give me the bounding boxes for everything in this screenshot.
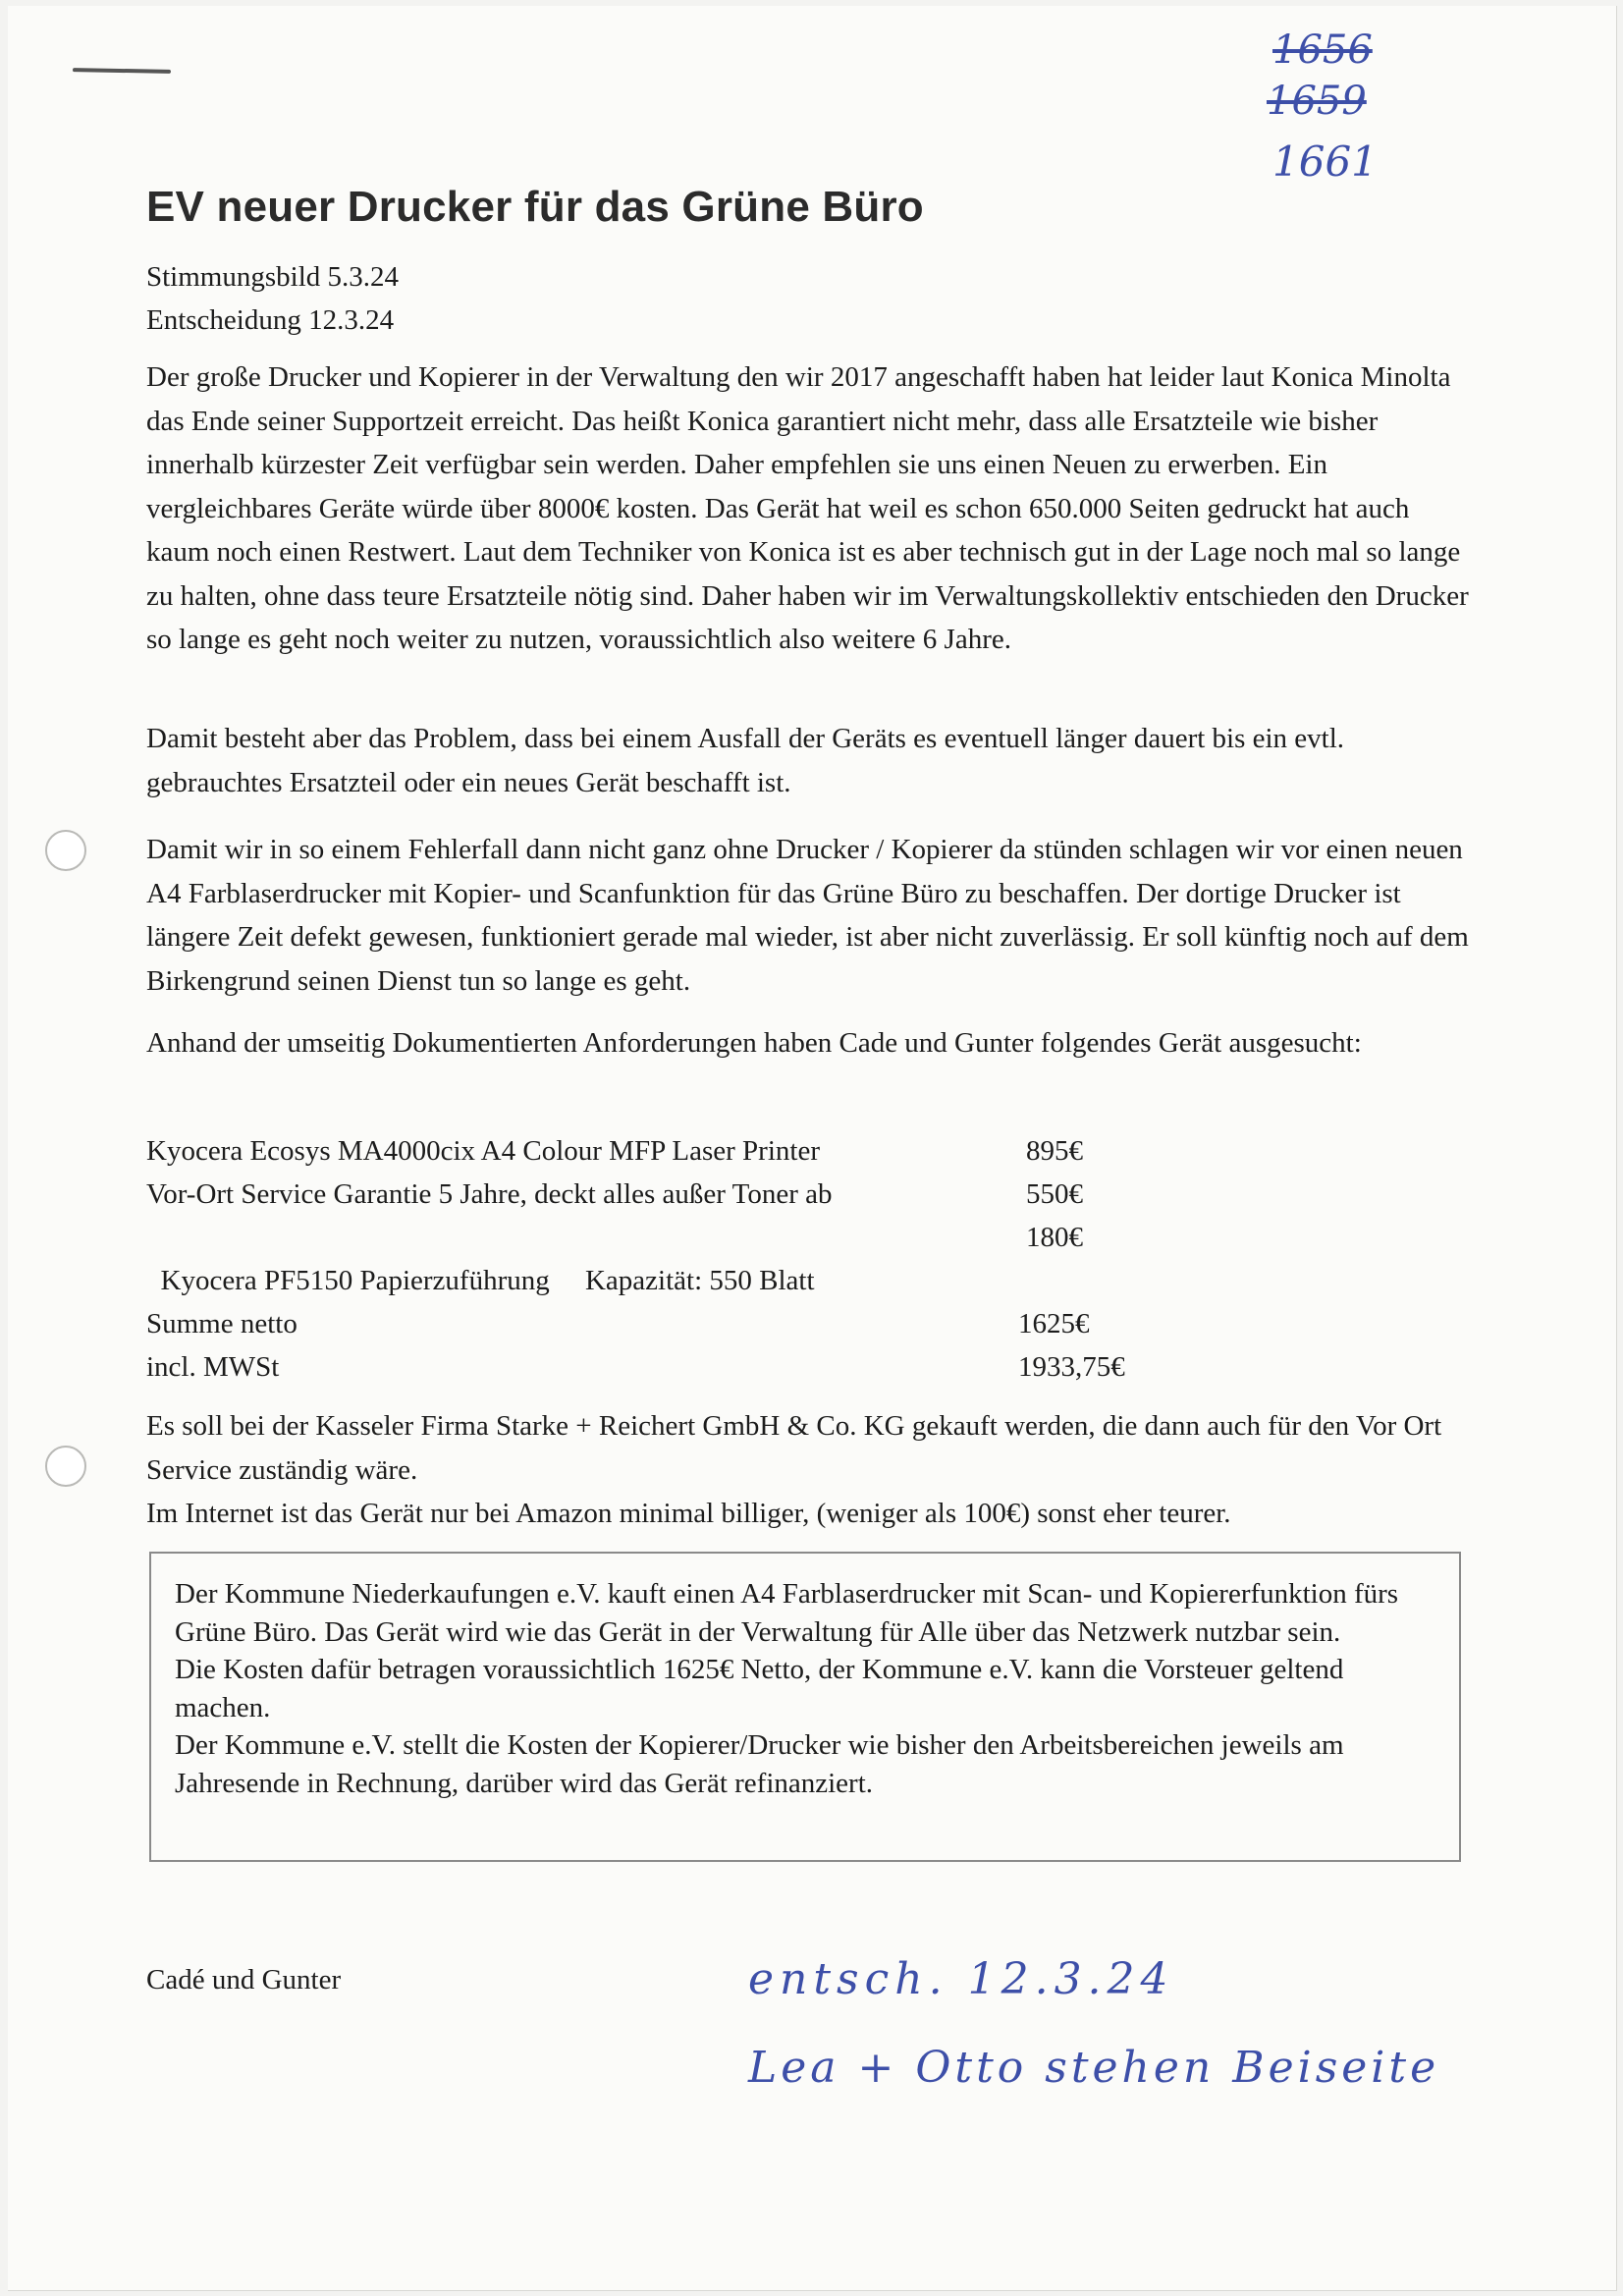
resolution-line: Die Kosten dafür betragen voraussichtlich 1625€ Netto, der Kommune e.V. kann die Vorsteuer geltend machen. xyxy=(175,1654,1344,1723)
total-amount: 1933,75€ xyxy=(1018,1351,1125,1383)
meeting-dates xyxy=(146,255,399,342)
authors-signature: Cadé und Gunter xyxy=(146,1964,342,1995)
paragraph-problem xyxy=(146,717,1472,804)
decision-date: Entscheidung 12.3.24 xyxy=(146,304,395,336)
item-label: Kyocera PF5150 Papierzuführung Kapazität: 550 Blatt xyxy=(160,1265,815,1296)
total-label: Summe netto xyxy=(146,1308,298,1339)
document-number: 1661 xyxy=(1272,137,1378,186)
paragraph-selection xyxy=(146,1021,1472,1066)
total-amount: 1625€ xyxy=(1018,1308,1090,1339)
resolution-text xyxy=(175,1575,1441,1802)
paragraph-text: Damit wir in so einem Fehlerfall dann nicht ganz ohne Drucker / Kopierer da stünden schlagen wir vor einen neuen A4 Farblaserdrucker mit Kopier- und Scanfunktion für das Grüne Büro zu beschaffen. Der dortige Drucker ist längere Zeit defekt gewesen, funktioniert gerade mal wieder, ist aber nicht zuverlässig. Er soll künftig noch auf dem Birkengrund seinen Dienst tun so lange es geht. xyxy=(146,834,1469,997)
paragraph-text: Anhand der umseitig Dokumentierten Anforderungen haben Cade und Gunter folgendes Gerät ausgesucht: xyxy=(146,1027,1362,1059)
paragraph-text: Damit besteht aber das Problem, dass bei einem Ausfall der Geräts es eventuell länger dauert bis ein evtl. gebrauchtes Ersatzteil oder ein neues Gerät beschafft ist. xyxy=(146,723,1345,798)
cost-line-item xyxy=(146,1173,1177,1216)
resolution-box xyxy=(149,1552,1461,1862)
paragraph-background xyxy=(146,355,1472,662)
item-amount: 550€ xyxy=(1026,1178,1083,1210)
paragraph-proposal xyxy=(146,828,1472,1003)
item-amount: 180€ xyxy=(1026,1222,1083,1253)
mood-poll-date: Stimmungsbild 5.3.24 xyxy=(146,261,400,293)
item-label: Vor-Ort Service Garantie 5 Jahre, deckt alles außer Toner ab xyxy=(146,1178,833,1210)
punch-hole-top xyxy=(45,830,86,871)
document-title: EV neuer Drucker für das Grüne Büro xyxy=(146,183,924,231)
paragraph-text: Im Internet ist das Gerät nur bei Amazon minimal billiger, (weniger als 100€) sonst eher teurer. xyxy=(146,1498,1231,1529)
punch-hole-bottom xyxy=(45,1446,86,1487)
item-amount: 895€ xyxy=(1026,1135,1083,1167)
struck-document-number-2: 1659 xyxy=(1267,79,1367,124)
paragraph-purchase xyxy=(146,1404,1472,1536)
handwritten-decision-note: entsch. 12.3.24 xyxy=(748,1954,1174,2004)
resolution-line: Der Kommune Niederkaufungen e.V. kauft einen A4 Farblaserdrucker mit Scan- und Kopiererfunktion fürs Grüne Büro. Das Gerät wird wie das Gerät in der Verwaltung für Alle über das Netzwerk nutzbar sein. xyxy=(175,1578,1399,1648)
item-label: Kyocera Ecosys MA4000cix A4 Colour MFP Laser Printer xyxy=(146,1135,820,1167)
paragraph-text: Es soll bei der Kasseler Firma Starke + Reichert GmbH & Co. KG gekauft werden, die dann auch für den Vor Ort Service zuständig wäre. xyxy=(146,1410,1442,1486)
total-gross-row xyxy=(146,1345,1177,1389)
cost-line-item xyxy=(146,1129,1177,1173)
total-net-row xyxy=(146,1302,1177,1345)
total-label: incl. MWSt xyxy=(146,1351,280,1383)
struck-document-number-1: 1656 xyxy=(1272,27,1373,73)
paragraph-text: Der große Drucker und Kopierer in der Verwaltung den wir 2017 angeschafft haben hat leider laut Konica Minolta das Ende seiner Supportzeit erreicht. Das heißt Konica garantiert nicht mehr, dass alle Ersatzteile wie bisher innerhalb kürzester Zeit verfügbar sein werden. Daher empfehlen sie uns einen Neuen zu erwerben. Ein vergleichbares Geräte würde über 8000€ kosten. Das Gerät hat weil es schon 650.000 Seiten gedruckt hat auch kaum noch einen Restwert. Laut dem Techniker von Konica ist es aber technisch gut in der Lage noch mal so lange zu halten, ohne dass teure Ersatzteile nötig sind. Daher haben wir im Verwaltungskollektiv entschieden den Drucker so lange es geht noch weiter zu nutzen, voraussichtlich also weitere 6 Jahre. xyxy=(146,361,1469,655)
handwritten-abstention-note: Lea + Otto stehen Beiseite xyxy=(748,2043,1440,2093)
resolution-line: Der Kommune e.V. stellt die Kosten der Kopierer/Drucker wie bisher den Arbeitsbereichen jeweils am Jahresende in Rechnung, darüber wird das Gerät refinanziert. xyxy=(175,1729,1344,1799)
